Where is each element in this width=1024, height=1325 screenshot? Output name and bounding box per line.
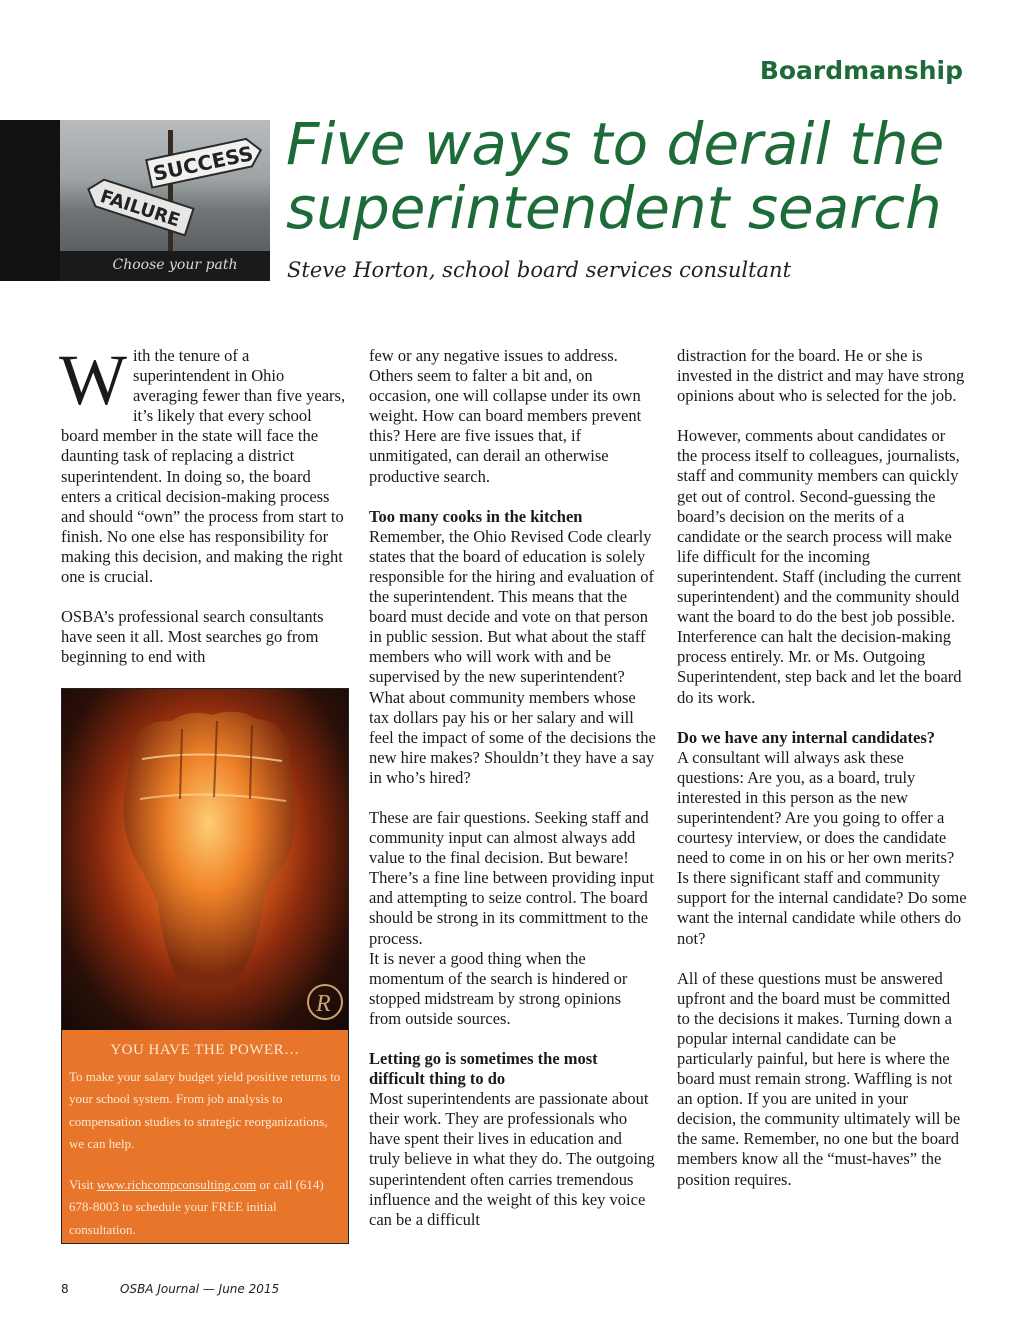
photo-caption-bar	[60, 251, 270, 281]
subhead-too-many-cooks: Too many cooks in the kitchen	[369, 506, 583, 526]
ad-website-link[interactable]: www.richcompconsulting.com	[96, 1177, 257, 1192]
success-failure-sign-photo	[60, 120, 270, 251]
column-1	[59, 340, 347, 687]
title-line-1: Five ways to derail the	[286, 110, 945, 178]
sign-success-text: SUCCESS	[150, 141, 256, 186]
ad-text-panel	[62, 1030, 348, 1243]
ad-headline: YOU HAVE THE POWER…	[110, 1042, 300, 1058]
ad-contact-rest: or call (614) 678-8003 to schedule your FREE initial consultation.	[69, 1177, 324, 1237]
publication-info: OSBA Journal — June 2015	[120, 1282, 280, 1296]
paragraph: Most superintendents are passionate about their work. They are professionals who have spent their lives in education and truly believe in what they do. The outgoing superintendent often carries tremendous influence and the weight of this key voice can be a difficult	[369, 1089, 655, 1229]
column-3	[677, 346, 967, 1210]
paragraph: OSBA’s professional search consultants have seen it all. Most searches go from beginning to end with	[61, 607, 324, 667]
decorative-black-tab	[0, 120, 60, 281]
paragraph	[59, 340, 347, 587]
column-2	[369, 346, 657, 1250]
subhead-letting-go: Letting go is sometimes the most difficult thing to do	[369, 1049, 598, 1089]
page-number: 8	[61, 1282, 69, 1296]
paragraph: few or any negative issues to address. Others seem to falter a bit and, on occasion, one will collapse under its own weight. How can board members prevent this? Here are five issues that, if unmitigated, can derail an otherwise productive search.	[369, 346, 642, 486]
drop-cap: W	[59, 340, 127, 420]
photo-caption: Choose your path	[112, 257, 238, 273]
signpost-illustration	[60, 120, 270, 251]
article-title	[286, 112, 986, 240]
paragraph: distraction for the board. He or she is invested in the district and may have strong opinions about who is selected for the job.	[677, 346, 965, 406]
richcomp-advertisement	[61, 688, 349, 1244]
flaming-fist-image	[62, 689, 348, 1030]
byline: Steve Horton, school board services consultant	[287, 258, 792, 282]
paragraph: These are fair questions. Seeking staff and community input can almost always add value to the final decision. But beware! There’s a fine line between providing input and attempting to seize control. The board should be strong in its committment to the process.	[369, 807, 654, 948]
fist-illustration	[62, 689, 348, 1030]
sign-failure-text: FAILURE	[97, 185, 183, 232]
paragraph: A consultant will always ask these questions: Are you, as a board, truly interested in this person as the new superintendent? Are you going to offer a courtesy interview, or does the candidate need to come in on his or her own merits? Is there significant staff and community support for the internal candidate? Do some want the internal candidate while others do not?	[677, 747, 967, 948]
ad-contact-text	[69, 1174, 341, 1241]
paragraph: Remember, the Ohio Revised Code clearly states that the board of education is solely responsible for the hiring and evaluation of the superintendent. This means that the board must decide and vote on that person in public session. But what about the staff members who will work with and be supervised by the new superintendent? What about community members whose tax dollars pay his or her salary and will feel the impact of some of the decisions the new hire makes? Shouldn’t they have a say in who’s hired?	[369, 526, 656, 787]
section-label: Boardmanship	[759, 56, 963, 85]
intro-paragraph-text: ith the tenure of a superintendent in Ohio averaging fewer than five years, it’s likely that every school board member in the state will face the daunting task of replacing a district superintendent. In doing so, the board enters a critical decision-making process and should “own” the process from start to finish. No one else has responsibility for making this decision, and making the right one is crucial.	[61, 346, 346, 587]
subhead-internal-candidates: Do we have any internal candidates?	[677, 727, 936, 747]
paragraph: All of these questions must be answered upfront and the board must be committed to the decisions it makes. Turning down a popular internal candidate can be particularly painful, but here is where the board must remain strong. Waffling is not an option. If you are united in your decision, the community ultimately will be the same. Remember, no one but the board members know all the “must-haves” the position requires.	[677, 968, 961, 1189]
ad-logo-letter: R	[316, 991, 331, 1017]
ad-visit-label: Visit	[69, 1177, 94, 1192]
paragraph: However, comments about candidates or the process itself to colleagues, journalists, staff and community members can quickly get out of control. Second-guessing the board’s decision on the merits of a candidate or the search process will make life difficult for the incoming superintendent. Staff (including the current superintendent) and the community should want the board to do the best job possible. Interference can halt the decision-making process entirely. Mr. or Ms. Outgoing Superintendent, step back and let the board do its work.	[677, 426, 962, 707]
ad-body-text: To make your salary budget yield positive returns to your school system. From job analysis to compensation studies to strategic reorganizations, we can help.	[69, 1069, 341, 1151]
paragraph: It is never a good thing when the momentum of the search is hindered or stopped midstream by strong opinions from outside sources.	[369, 948, 628, 1028]
title-line-2: superintendent search	[286, 174, 942, 242]
